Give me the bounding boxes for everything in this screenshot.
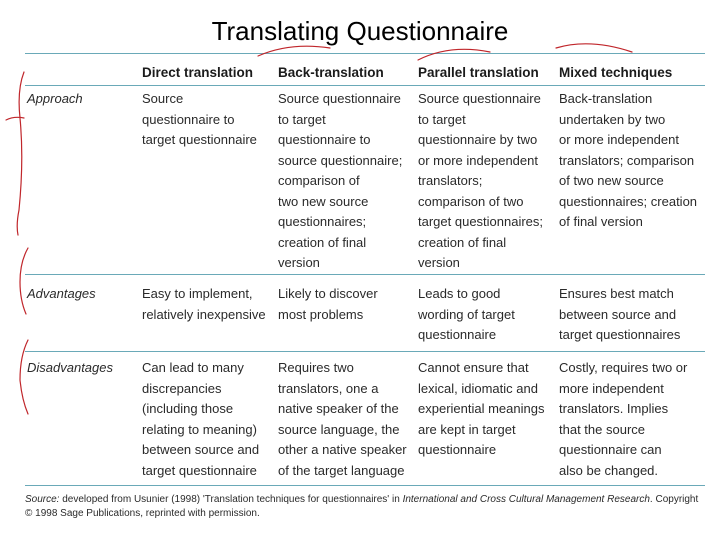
cell-advantages-direct: Easy to implement, relatively inexpensive xyxy=(142,286,266,322)
source-text-1: developed from Usunier (1998) 'Translation techniques for questionnaires' in xyxy=(59,494,403,505)
slide-title: Translating Questionnaire xyxy=(211,16,509,46)
header-direct-translation: Direct translation xyxy=(142,65,254,80)
row-label-disadvantages: Disadvantages xyxy=(27,360,113,375)
cell-disadvantages-back: Requires two translators, one a native speaker of the source language, the other a native speaker of the target language xyxy=(278,360,407,478)
row-label-advantages: Advantages xyxy=(27,286,96,301)
header-back-translation: Back-translation xyxy=(278,65,384,80)
cell-advantages-parallel: Leads to good wording of target questionnaire xyxy=(418,286,515,342)
annotation-disadvantages-bracket xyxy=(20,340,28,414)
cell-approach-back: Source questionnaire to target questionnaire to source questionnaire; comparison of two new source questionnaires; creation of final version xyxy=(278,91,403,270)
cell-approach-mixed: Back-translation undertaken by two or more independent translators; comparison of two new source questionnaires; creation of final version xyxy=(559,91,698,229)
annotation-header-arc-parallel xyxy=(418,49,490,60)
source-label: Source: xyxy=(25,494,60,505)
cell-approach-parallel: Source questionnaire to target questionnaire by two or more independent translators; comparison of two target questionnaires; creation of final version xyxy=(418,91,544,270)
cell-advantages-mixed: Ensures best match between source and target questionnaires xyxy=(559,286,681,342)
annotation-approach-tick xyxy=(6,117,24,120)
cell-approach-direct: Source questionnaire to target questionnaire xyxy=(142,91,257,147)
header-mixed-techniques: Mixed techniques xyxy=(559,65,673,80)
source-journal: International and Cross Cultural Management Research xyxy=(402,494,650,505)
cell-disadvantages-parallel: Cannot ensure that lexical, idiomatic and experiential meanings are kept in target questionnaire xyxy=(418,360,545,457)
source-text-2: . Copyright © 1998 Sage Publications, reprinted with permission. xyxy=(25,494,699,519)
annotation-approach-bracket xyxy=(17,72,24,235)
cell-disadvantages-direct: Can lead to many discrepancies (including those relating to meaning) between source and target questionnaire xyxy=(142,360,260,478)
cell-disadvantages-mixed: Costly, requires two or more independent translators. Implies that the source questionnaire can also be changed. xyxy=(559,360,688,478)
annotation-header-arc-mixed xyxy=(556,44,632,52)
header-parallel-translation: Parallel translation xyxy=(418,65,539,80)
row-label-approach: Approach xyxy=(27,91,83,106)
annotation-header-arc-back xyxy=(258,46,330,56)
cell-advantages-back: Likely to discover most problems xyxy=(278,286,378,322)
annotation-advantages-bracket xyxy=(20,248,28,314)
